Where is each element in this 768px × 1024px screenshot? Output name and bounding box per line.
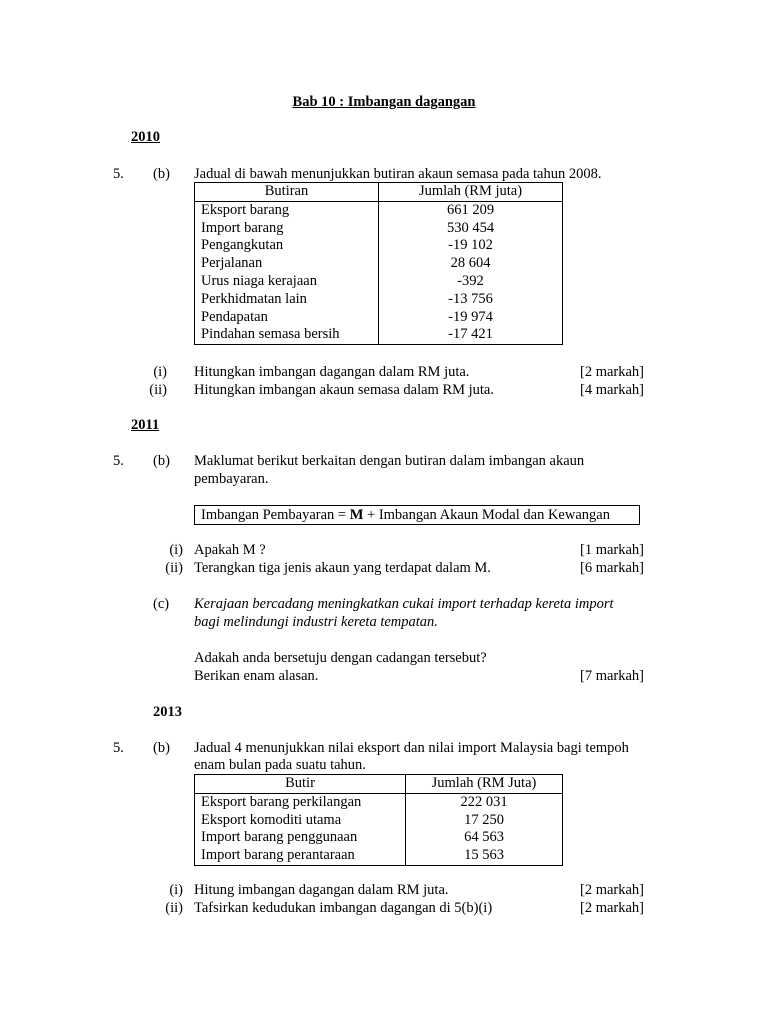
table-row bbox=[195, 793, 563, 811]
q2011-c-mark: [7 markah] bbox=[579, 668, 644, 684]
q2011-intro-line: pembayaran. bbox=[194, 471, 269, 487]
table-cell-value: 661 209 bbox=[379, 201, 563, 219]
table-cell-value: 15 563 bbox=[406, 847, 563, 865]
table-cell-value: 17 250 bbox=[406, 812, 563, 830]
table-row bbox=[195, 273, 563, 291]
q2010-sub-text: Hitungkan imbangan dagangan dalam RM juta. bbox=[194, 364, 470, 380]
table-cell-value: 28 604 bbox=[379, 255, 563, 273]
table-cell-value: -392 bbox=[379, 273, 563, 291]
q2013-sub-text: Tafsirkan kedudukan imbangan dagangan di 5(b)(i) bbox=[194, 900, 493, 916]
table-cell-item: Import barang bbox=[195, 220, 379, 238]
formula-left-text: Imbangan Pembayaran = bbox=[201, 507, 350, 523]
table-row bbox=[195, 237, 563, 255]
table-row bbox=[195, 291, 563, 309]
q2013-sub-mark: [2 markah] bbox=[579, 900, 644, 916]
q2010-sub-text: Hitungkan imbangan akaun semasa dalam RM juta. bbox=[194, 382, 494, 398]
table-cell-item: Eksport komoditi utama bbox=[195, 812, 406, 830]
table-cell-item: Pindahan semasa bersih bbox=[195, 326, 379, 344]
q2011-c-statement: bagi melindungi industri kereta tempatan. bbox=[194, 614, 438, 630]
table-row bbox=[195, 201, 563, 219]
table-cell-item: Perkhidmatan lain bbox=[195, 291, 379, 309]
q2011-c-statement: Kerajaan bercadang meningkatkan cukai import terhadap kereta import bbox=[194, 596, 614, 612]
q2011-sub-text: Apakah M ? bbox=[194, 542, 266, 558]
q2011-number: 5. bbox=[113, 453, 124, 469]
formula-right-text: + Imbangan Akaun Modal dan Kewangan bbox=[363, 507, 610, 523]
page-title: Bab 10 : Imbangan dagangan bbox=[292, 94, 476, 110]
q2013-sub-number: (i) bbox=[169, 882, 183, 898]
q2010-sub-number: (ii) bbox=[149, 382, 167, 398]
table-cell-item: Import barang perantaraan bbox=[195, 847, 406, 865]
table-cell-value: 222 031 bbox=[406, 793, 563, 811]
table-header-row bbox=[195, 775, 563, 794]
table-cell-value: 530 454 bbox=[379, 220, 563, 238]
year-2013-heading: 2013 bbox=[153, 704, 182, 720]
q2013-sub-text: Hitung imbangan dagangan dalam RM juta. bbox=[194, 882, 449, 898]
q2013-part: (b) bbox=[153, 740, 170, 756]
balance-of-payments-formula bbox=[194, 505, 640, 525]
table-row bbox=[195, 220, 563, 238]
table-cell-value: -19 102 bbox=[379, 237, 563, 255]
q2011-sub-number: (i) bbox=[169, 542, 183, 558]
q2011-part-c: (c) bbox=[153, 596, 170, 612]
q2010-sub-mark: [4 markah] bbox=[579, 382, 644, 398]
q2013-intro-line: enam bulan pada suatu tahun. bbox=[194, 757, 366, 773]
table-cell-item: Eksport barang bbox=[195, 201, 379, 219]
table-cell-item: Perjalanan bbox=[195, 255, 379, 273]
q2011-part: (b) bbox=[153, 453, 170, 469]
table-row bbox=[195, 847, 563, 865]
table-header-row bbox=[195, 183, 563, 202]
table-cell-item: Pendapatan bbox=[195, 309, 379, 327]
q2011-c-question: Adakah anda bersetuju dengan cadangan tersebut? bbox=[194, 650, 487, 666]
year-2010-heading: 2010 bbox=[131, 129, 160, 145]
q2013-sub-number: (ii) bbox=[165, 900, 183, 916]
table-header-cell: Butiran bbox=[195, 183, 379, 202]
table-row bbox=[195, 326, 563, 344]
table-row bbox=[195, 309, 563, 327]
table-cell-item: Pengangkutan bbox=[195, 237, 379, 255]
table-row bbox=[195, 255, 563, 273]
q2010-intro: Jadual di bawah menunjukkan butiran akaun semasa pada tahun 2008. bbox=[194, 166, 602, 182]
q2011-sub-text: Terangkan tiga jenis akaun yang terdapat dalam M. bbox=[194, 560, 491, 576]
q2013-number: 5. bbox=[113, 740, 124, 756]
q2013-sub-mark: [2 markah] bbox=[579, 882, 644, 898]
q2013-intro-line: Jadual 4 menunjukkan nilai eksport dan nilai import Malaysia bagi tempoh bbox=[194, 740, 629, 756]
table-header-cell: Butir bbox=[195, 775, 406, 794]
q2011-c-question: Berikan enam alasan. bbox=[194, 668, 319, 684]
q2011-sub-number: (ii) bbox=[165, 560, 183, 576]
q2011-sub-mark: [6 markah] bbox=[579, 560, 644, 576]
table-cell-value: -13 756 bbox=[379, 291, 563, 309]
table-header-cell: Jumlah (RM Juta) bbox=[406, 775, 563, 794]
table-cell-item: Urus niaga kerajaan bbox=[195, 273, 379, 291]
table-header-cell: Jumlah (RM juta) bbox=[379, 183, 563, 202]
table-cell-value: 64 563 bbox=[406, 829, 563, 847]
q2011-sub-mark: [1 markah] bbox=[579, 542, 644, 558]
q2010-part: (b) bbox=[153, 166, 170, 182]
q2010-sub-number: (i) bbox=[153, 364, 167, 380]
q2011-intro-line: Maklumat berikut berkaitan dengan butiran dalam imbangan akaun bbox=[194, 453, 585, 469]
table-cell-item: Eksport barang perkilangan bbox=[195, 793, 406, 811]
table-cell-value: -19 974 bbox=[379, 309, 563, 327]
q2010-sub-mark: [2 markah] bbox=[579, 364, 644, 380]
formula-m-symbol: M bbox=[349, 507, 364, 523]
table-cell-value: -17 421 bbox=[379, 326, 563, 344]
table-2010 bbox=[194, 182, 563, 345]
table-2013 bbox=[194, 774, 563, 866]
q2010-number: 5. bbox=[113, 166, 124, 182]
table-row bbox=[195, 829, 563, 847]
table-row bbox=[195, 812, 563, 830]
year-2011-heading: 2011 bbox=[131, 417, 160, 433]
table-cell-item: Import barang penggunaan bbox=[195, 829, 406, 847]
